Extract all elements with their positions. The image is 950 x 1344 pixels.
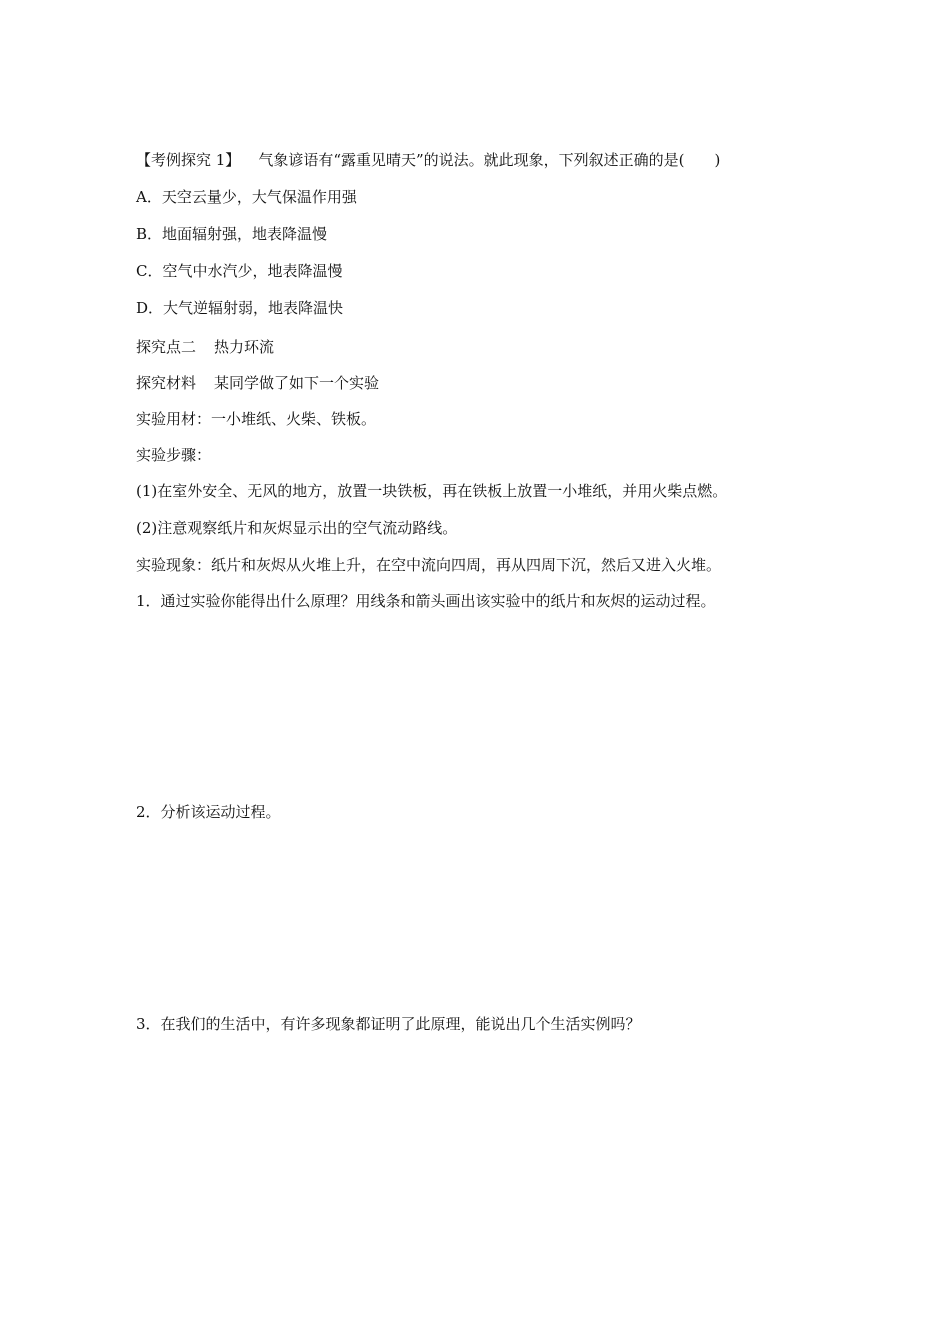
option-d: D．大气逆辐射弱，地表降温快 <box>136 299 344 317</box>
experiment-steps-heading: 实验步骤： <box>136 446 212 464</box>
experiment-step-1: (1)在室外安全、无风的地方，放置一块铁板，再在铁板上放置一小堆纸，并用火柴点燃。 <box>136 482 728 500</box>
experiment-phenomenon: 实验现象：纸片和灰烬从火堆上升，在空中流向四周，再从四周下沉，然后又进入火堆。 <box>136 556 722 574</box>
material-line <box>136 373 379 393</box>
section-heading <box>136 337 274 357</box>
example-question-text: 气象谚语有“露重见晴天”的说法。就此现象，下列叙述正确的是( ) <box>258 151 721 169</box>
option-b: B．地面辐射强，地表降温慢 <box>136 225 328 243</box>
option-a: A．天空云量少，大气保温作用强 <box>136 188 357 206</box>
option-c: C．空气中水汽少，地表降温慢 <box>136 262 343 280</box>
section-label: 探究点二 <box>136 338 197 356</box>
example-tag: 【考例探究 1】 <box>136 151 241 169</box>
example-question <box>136 150 720 170</box>
material-text: 某同学做了如下一个实验 <box>214 374 380 392</box>
question-2: 2．分析该运动过程。 <box>136 803 281 821</box>
question-1: 1．通过实验你能得出什么原理？用线条和箭头画出该实验中的纸片和灰烬的运动过程。 <box>136 592 716 610</box>
question-3: 3．在我们的生活中，有许多现象都证明了此原理，能说出几个生活实例吗？ <box>136 1015 641 1033</box>
section-title: 热力环流 <box>214 338 275 356</box>
experiment-step-2: (2)注意观察纸片和灰烬显示出的空气流动路线。 <box>136 519 458 537</box>
material-label: 探究材料 <box>136 374 197 392</box>
experiment-supplies: 实验用材：一小堆纸、火柴、铁板。 <box>136 410 377 428</box>
